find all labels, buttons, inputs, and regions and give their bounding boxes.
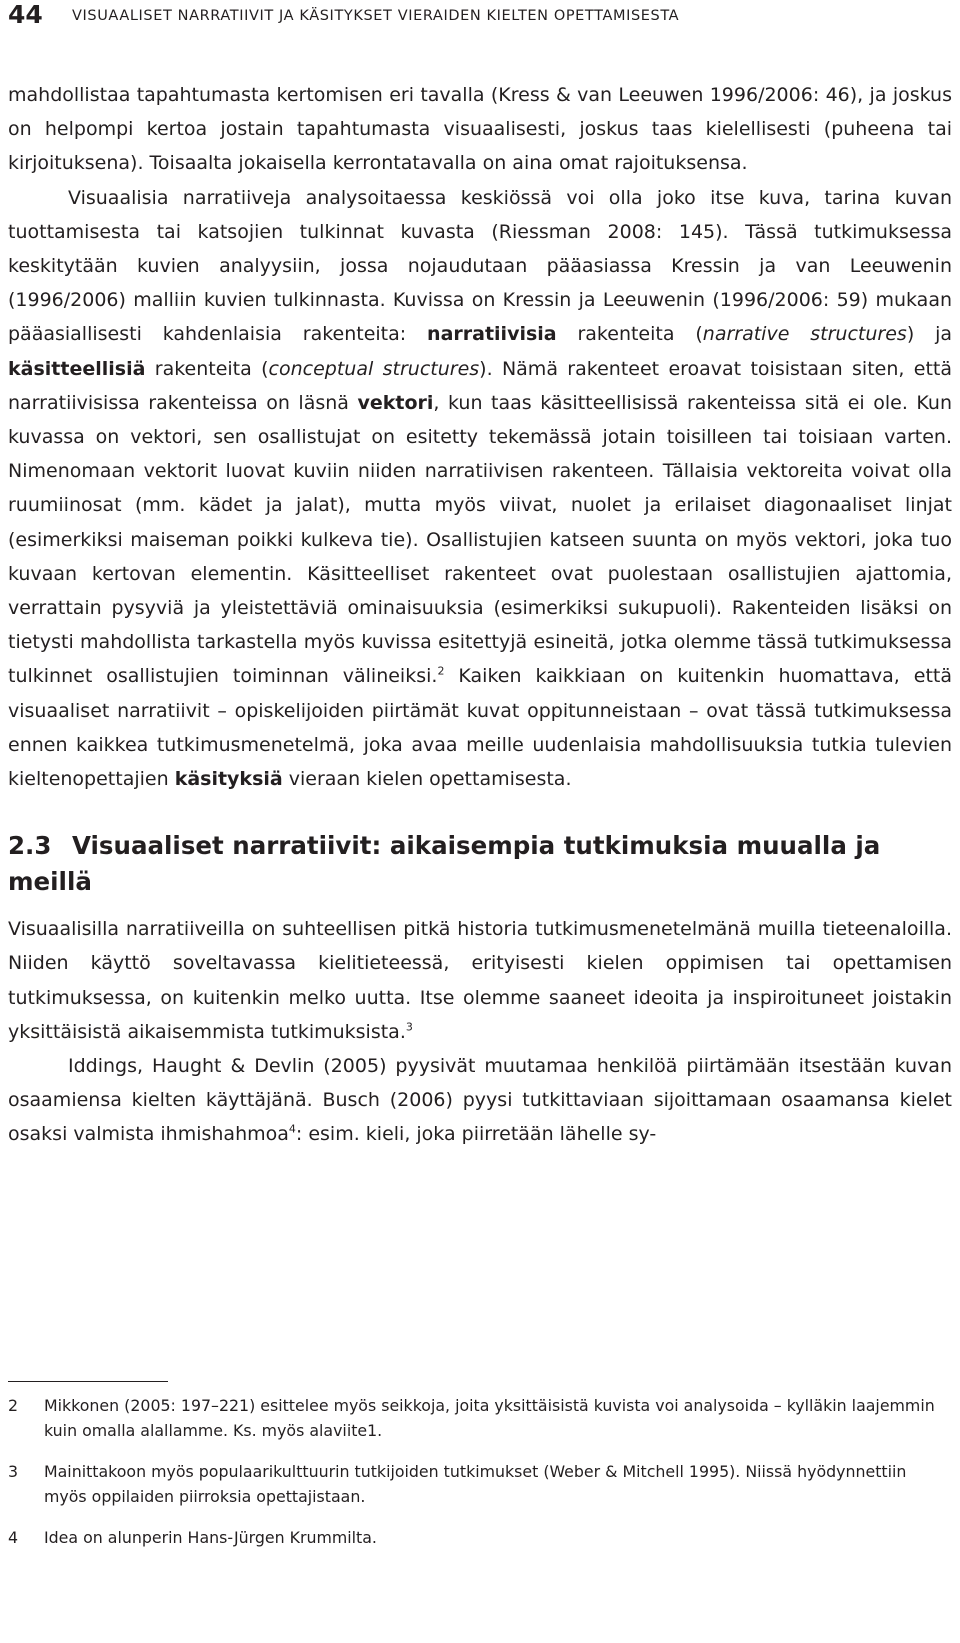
text-run: Kaiken kaikkiaan on kuitenkin huomattava, että visuaaliset narratiivit – opiskelijoiden piirtämät kuvat oppitunneistaan – ovat tässä tutkimuksessa ennen kaikkea tutkimusmenetelmä, joka avaa meille uudenlaisia mahdollisuuksia tutkia tulevien kieltenopettajien bbox=[8, 665, 952, 791]
section-heading bbox=[8, 828, 952, 900]
footnote-4 bbox=[8, 1525, 952, 1550]
term-conceptual-structures: conceptual structures bbox=[268, 357, 480, 380]
term-narratiivisia: narratiivisia bbox=[427, 323, 557, 346]
footnote-number: 3 bbox=[8, 1462, 19, 1481]
term-kasityksia: käsityksiä bbox=[174, 768, 283, 791]
text-run: Iddings, Haught & Devlin (2005) pyysivät muutamaa henkilöä piirtämään itsestään kuvan osaamiensa kielten käyttäjänä. Busch (2006) pyysi tutkittaviaan sijoittamaan osaamansa kielet osaksi valmista ihmishahmoa bbox=[8, 1055, 952, 1146]
running-head: VISUAALISET NARRATIIVIT JA KÄSITYKSET VIERAIDEN KIELTEN OPETTAMISESTA bbox=[72, 8, 680, 24]
text-run: Visuaalisia narratiiveja analysoitaessa keskiössä voi olla joko itse kuva, tarina kuvan tuottamisesta tai katsojien tulkinnat kuvasta (Riessman 2008: 145). Tässä tutkimuksessa keskitytään kuvien analyysiin, jossa nojaudutaan pääasiassa Kressin ja van Leeuwenin (1996/2006) malliin kuvien tulkinnasta. Kuvissa on Kressin ja Leeuwenin (1996/2006: 59) mukaan pääasiallisesti kahdenlaisia rakenteita: bbox=[8, 186, 952, 346]
text-run: ). Nämä rakenteet eroavat toisistaan siten, että narratiivisissa rakenteissa on läsnä bbox=[8, 357, 953, 414]
text-run: rakenteita ( bbox=[145, 357, 269, 380]
term-kasitteellisia: käsitteellisiä bbox=[8, 357, 146, 380]
paragraph-3 bbox=[8, 912, 952, 1049]
footnote-ref-4[interactable]: 4 bbox=[288, 1123, 296, 1137]
footnote-text: Mikkonen (2005: 197–221) esittelee myös seikkoja, joita yksittäisistä kuvista voi analysoida – kylläkin laajemmin kuin omalla alallamme. Ks. myös alaviite1. bbox=[44, 1396, 935, 1440]
footnote-2 bbox=[8, 1393, 952, 1443]
main-text bbox=[8, 78, 952, 1152]
page-header bbox=[8, 0, 952, 30]
footnote-number: 2 bbox=[8, 1396, 19, 1415]
text-run: ) ja bbox=[906, 323, 953, 346]
footnote-3 bbox=[8, 1459, 952, 1509]
footnote-ref-2[interactable]: 2 bbox=[437, 665, 445, 679]
text-run: rakenteita ( bbox=[556, 323, 703, 346]
footnote-text: Idea on alunperin Hans-Jürgen Krummilta. bbox=[44, 1528, 377, 1547]
footnote-ref-3[interactable]: 3 bbox=[405, 1020, 413, 1034]
paragraph-1: mahdollistaa tapahtumasta kertomisen eri tavalla (Kress & van Leeuwen 1996/2006: 46), ja joskus on helpompi kertoa jostain tapahtumasta visuaalisesti, joskus taas kielellisesti (puheena tai kirjoituksena). Toisaalta jokaisella kerrontatavalla on aina omat rajoituksensa. bbox=[8, 84, 952, 175]
paragraph-4 bbox=[8, 1049, 952, 1152]
footnote-number: 4 bbox=[8, 1528, 19, 1547]
footnotes bbox=[8, 1393, 952, 1566]
term-narrative-structures: narrative structures bbox=[702, 323, 907, 346]
text-run: Visuaalisilla narratiiveilla on suhteellisen pitkä historia tutkimusmenetelmänä muilla tieteenaloilla. Niiden käyttö soveltavassa kielitieteessä, erityisesti kielen oppimisen tai opettamisen tutkimuksessa, on kuitenkin melko uutta. Itse olemme saaneet ideoita ja inspiroituneet joistakin yksittäisistä aikaisemmista tutkimuksista. bbox=[8, 918, 952, 1043]
paragraph-2 bbox=[8, 181, 952, 797]
text-run: , kun taas käsitteellisissä rakenteissa sitä ei ole. Kun kuvassa on vektori, sen osallistujat on esitetty tekemässä jotain toisilleen tai toisiaan varten. Nimenomaan vektorit luovat kuviin niiden narratiivisen rakenteen. Tällaisia vektoreita voivat olla ruumiinosat (mm. kädet ja jalat), mutta myös viivat, nuolet ja erilaiset diagonaaliset linjat (esimerkiksi maiseman poikki kulkeva tie). Osallistujien katseen suunta on myös vektori, joka tuo kuvaan kertovan elementin. Käsitteelliset rakenteet ovat puolestaan osallistujien ajattomia, verrattain pysyviä ja yleistettäviä ominaisuuksia (esimerkiksi sukupuoli). Rakenteiden lisäksi on tietysti mahdollista tarkastella myös kuvissa esitettyjä esineitä, jotka olemme tässä tutkimuksessa tulkinnet osallistujien toiminnan välineiksi. bbox=[8, 391, 952, 688]
section-number: 2.3 bbox=[8, 831, 52, 861]
page-number: 44 bbox=[8, 0, 43, 29]
section-title: Visuaaliset narratiivit: aikaisempia tutkimuksia muualla ja meillä bbox=[8, 831, 881, 897]
text-run: vieraan kielen opettamisesta. bbox=[282, 768, 572, 791]
term-vektori: vektori bbox=[357, 391, 434, 414]
footnote-text: Mainittakoon myös populaarikulttuurin tutkijoiden tutkimukset (Weber & Mitchell 1995). Niissä hyödynnettiin myös oppilaiden piirroksia opettajistaan. bbox=[44, 1462, 907, 1506]
text-run: : esim. kieli, joka piirretään lähelle sy- bbox=[295, 1123, 657, 1146]
footnote-divider bbox=[8, 1381, 168, 1382]
